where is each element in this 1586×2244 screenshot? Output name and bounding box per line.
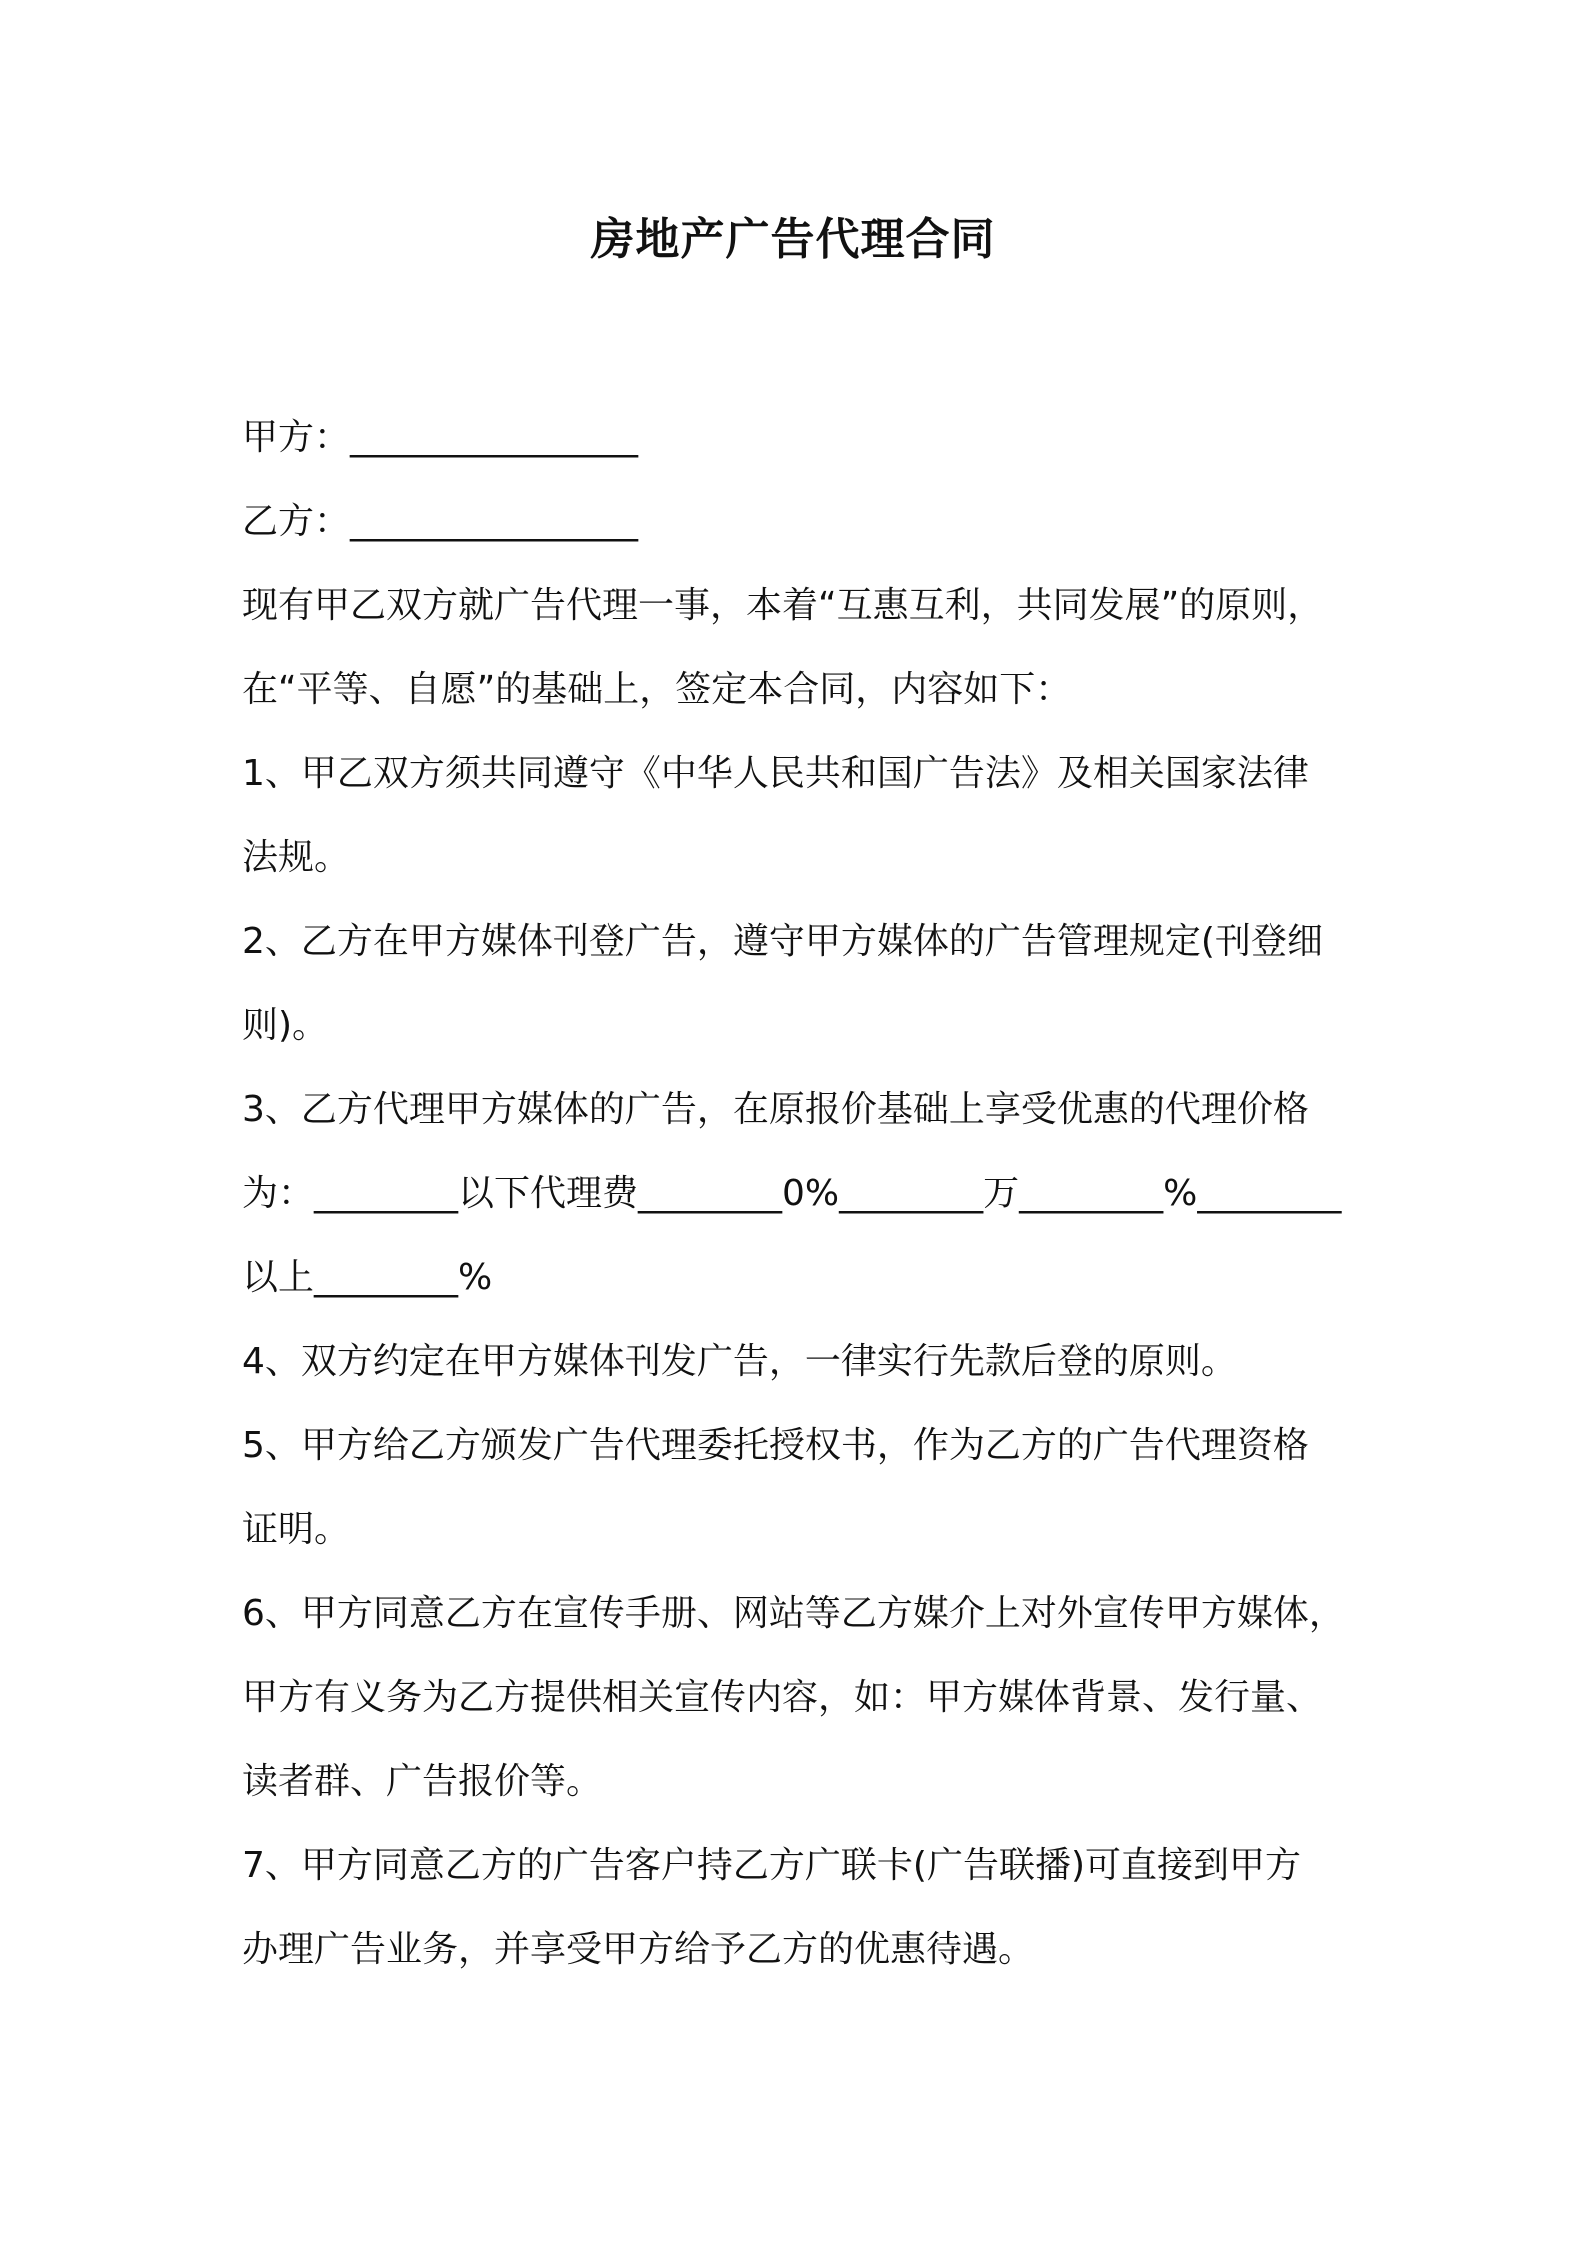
- party-b-line: 乙方：________________: [242, 501, 639, 542]
- clause-5-line-2: 证明。: [242, 1509, 351, 1550]
- clause-6-line-3: 读者群、广告报价等。: [242, 1761, 603, 1802]
- intro-line-1: 现有甲乙双方就广告代理一事，本着“互惠互利，共同发展”的原则，: [242, 585, 1324, 626]
- document-title: 房地产广告代理合同: [590, 214, 996, 265]
- clause-1-line-2: 法规。: [242, 837, 351, 878]
- clause-5-line-1: 5、甲方给乙方颁发广告代理委托授权书，作为乙方的广告代理资格: [242, 1425, 1309, 1466]
- intro-line-2: 在“平等、自愿”的基础上，签定本合同，内容如下：: [242, 669, 1072, 710]
- clause-7-line-1: 7、甲方同意乙方的广告客户持乙方广联卡(广告联播)可直接到甲方: [242, 1845, 1301, 1886]
- party-a-line: 甲方：________________: [242, 417, 639, 458]
- clause-4-line-1: 4、双方约定在甲方媒体刊发广告，一律实行先款后登的原则。: [242, 1341, 1237, 1382]
- document-body: [242, 396, 1362, 1992]
- clause-6-line-1: 6、甲方同意乙方在宣传手册、网站等乙方媒介上对外宣传甲方媒体，: [242, 1593, 1345, 1634]
- clause-2-line-2: 则)。: [242, 1005, 329, 1046]
- clause-6-line-2: 甲方有义务为乙方提供相关宣传内容，如：甲方媒体背景、发行量、: [242, 1677, 1323, 1718]
- clause-3-line-3: 以上________%: [242, 1257, 493, 1298]
- clause-7-line-2: 办理广告业务，并享受甲方给予乙方的优惠待遇。: [242, 1929, 1035, 1970]
- clause-3-line-2: 为：________以下代理费________0%________万________%________: [242, 1173, 1342, 1214]
- clause-3-line-1: 3、乙方代理甲方媒体的广告，在原报价基础上享受优惠的代理价格: [242, 1089, 1309, 1130]
- clause-1-line-1: 1、甲乙双方须共同遵守《中华人民共和国广告法》及相关国家法律: [242, 753, 1309, 794]
- clause-2-line-1: 2、乙方在甲方媒体刊登广告，遵守甲方媒体的广告管理规定(刊登细: [242, 921, 1323, 962]
